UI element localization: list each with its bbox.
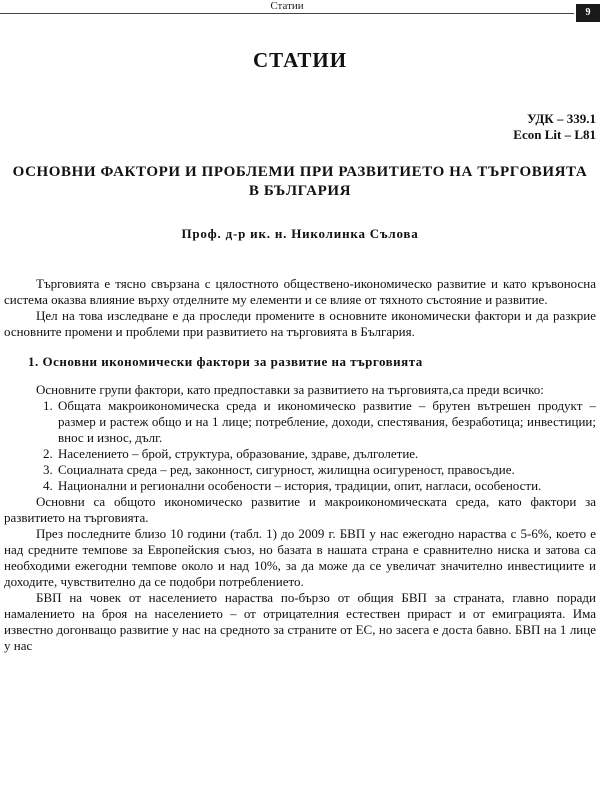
udk-code: УДК – 339.1	[527, 111, 596, 126]
page-number: 9	[576, 4, 600, 22]
classification-codes	[513, 111, 596, 143]
paragraph: През последните близо 10 години (табл. 1) до 2009 г. БВП у нас ежегодно нараства с 5-6%, което е над средните темпове за Европейския съюз, но базата в нашата страна е сравнително ниска и затова са необходими ежегодни темпове около и над 10%, за да може да се увеличат значително инвестициите и доходите, чувствително да се подобри потреблението.	[4, 526, 596, 589]
paragraph: Цел на това изследване е да проследи промените в основните икономически фактори и да разкрие основните промени и проблеми при развитието на търговията в България.	[4, 308, 596, 339]
list-item: 3. Социалната среда – ред, законност, сигурност, жилищна осигуреност, правосъдие.	[56, 462, 596, 478]
paragraph: Търговията е тясно свързана с цялостното обществено-икономическо развитие и като кръвоносна система оказва влияние върху отделните му елементи и се влияе от тяхното състояние и развитие.	[4, 276, 596, 307]
list-item: 2. Населението – брой, структура, образование, здраве, дълголетие.	[56, 446, 596, 462]
article-title: ОСНОВНИ ФАКТОРИ И ПРОБЛЕМИ ПРИ РАЗВИТИЕТО НА ТЪРГОВИЯТА В БЪЛГАРИЯ	[12, 164, 588, 199]
econlit-code: Econ Lit – L81	[513, 127, 596, 142]
factors-list	[4, 398, 596, 494]
paragraph: Основни са общото икономическо развитие и макроикономическата среда, като фактори за развитието на търговията.	[4, 494, 596, 525]
section-title: СТАТИИ	[252, 48, 348, 72]
paragraph: Основните групи фактори, като предпоставки за развитието на търговията,са преди всичко:	[36, 382, 544, 397]
list-item: 4. Национални и регионални особености – история, традиции, опит, нагласи, особености.	[56, 478, 596, 494]
running-title: Статии	[270, 0, 304, 12]
running-header	[0, 0, 574, 14]
list-item: 1. Общата макроикономическа среда и икономическо развитие – брутен вътрешен продукт – размер и растеж общо и на 1 лице; потребление, доходи, спестявания, безработица; инвестиции; внос и износ, дълг.	[56, 398, 596, 446]
paragraph: БВП на човек от населението нараства по-бързо от общия БВП за страната, главно поради намалението на броя на населението – от отрицателния естествен прираст и от емиграцията. Има известно догонващо развитие у нас на средното за страните от ЕС, но засега е доста бавно. БВП на 1 лице у нас	[4, 590, 596, 653]
section-heading: 1. Основни икономически фактори за развитие на търговията	[28, 354, 423, 369]
article-author: Проф. д-р ик. н. Николинка Сълова	[181, 226, 419, 241]
article-body	[4, 276, 596, 654]
